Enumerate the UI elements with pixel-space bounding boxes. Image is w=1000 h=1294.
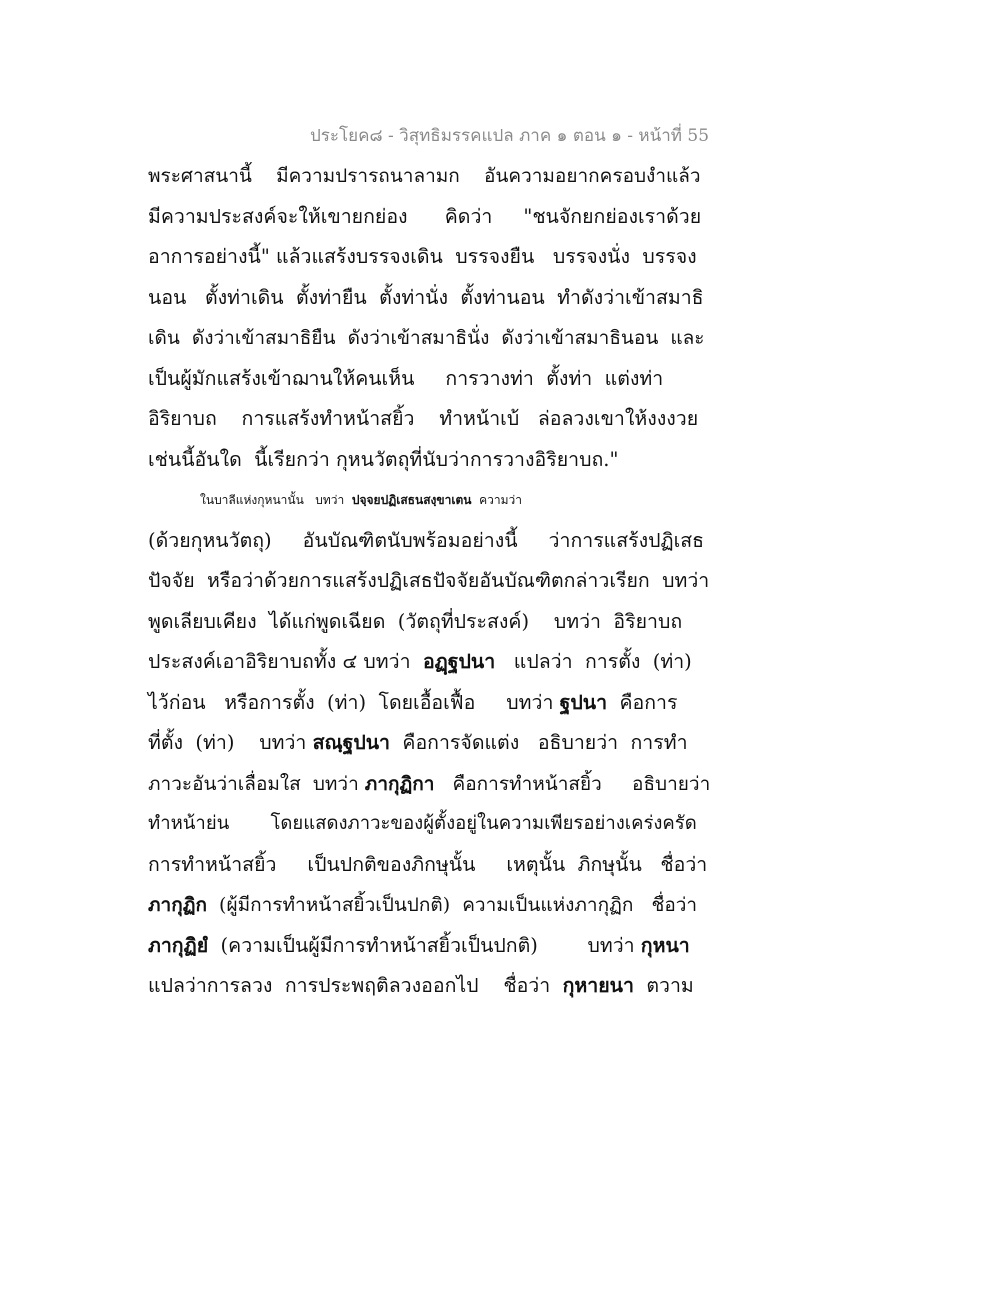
text-segment: (ด้วยกุหนวัตถุ) อันบัณฑิตนับพร้อมอย่างนี้ ว่าการแสร้งปฏิเสธ <box>148 528 705 552</box>
text-segment: ที่ตั้ง (ท่า) บทว่า <box>148 731 313 754</box>
text-line <box>148 845 708 886</box>
text-line <box>148 480 708 521</box>
text-segment: ในบาลีแห่งกุหนานั้น บทว่า <box>200 493 352 507</box>
text-segment: แปลว่าการลวง การประพฤติลวงออกไป ชื่อว่า <box>148 974 563 997</box>
text-line <box>148 399 708 440</box>
text-line <box>148 642 708 683</box>
text-line <box>148 885 708 926</box>
text-line <box>148 237 708 278</box>
text-line <box>148 278 708 319</box>
pali-term: ภากุฏิกา <box>364 772 435 795</box>
text-line <box>148 359 708 400</box>
pali-term: สณฺฐปนา <box>312 731 391 754</box>
text-segment: ความว่า <box>471 493 522 507</box>
text-segment: อิริยาบถ การแสร้งทำหน้าสยิ้ว ทำหน้าเบ้ ล่อลวงเขาให้งงงวย <box>148 407 699 430</box>
text-segment: ประสงค์เอาอิริยาบถทั้ง ๔ บทว่า <box>148 650 423 673</box>
text-line <box>148 602 708 643</box>
text-segment: ตวาม <box>633 974 694 997</box>
text-line <box>148 966 708 1007</box>
text-segment: คือการทำหน้าสยิ้ว อธิบายว่า <box>434 772 711 795</box>
text-segment: เช่นนี้อันใด นี้เรียกว่า กุหนวัตถุที่นับว่าการวางอิริยาบถ." <box>148 447 619 471</box>
pali-term: กุหนา <box>640 933 690 957</box>
text-segment: การทำหน้าสยิ้ว เป็นปกติของภิกษุนั้น เหตุนั้น ภิกษุนั้น ชื่อว่า <box>148 852 708 876</box>
pali-term: ปจฺจยปฏิเสธนสงฺขาเตน <box>351 493 472 507</box>
text-segment: นอน ตั้งท่าเดิน ตั้งท่ายืน ตั้งท่านั่ง ตั้งท่านอน ทำดังว่าเข้าสมาธิ <box>148 285 704 309</box>
text-line <box>148 764 711 805</box>
pali-term: ภากุฏิยํ <box>148 933 209 957</box>
text-line <box>148 156 708 197</box>
text-segment: คือการ <box>607 690 678 714</box>
text-line <box>148 440 708 481</box>
text-segment: พูดเลียบเคียง ได้แก่พูดเฉียด (วัตถุที่ประสงค์) บทว่า อิริยาบถ <box>148 609 683 633</box>
text-line <box>148 197 708 238</box>
pali-term: ภากุฏิก <box>148 894 207 916</box>
text-line <box>148 723 708 764</box>
text-line <box>148 521 708 562</box>
text-segment: ปัจจัย หรือว่าด้วยการแสร้งปฏิเสธปัจจัยอันบัณฑิตกล่าวเรียก บทว่า <box>148 569 710 592</box>
text-segment: (ผู้มีการทำหน้าสยิ้วเป็นปกติ) ความเป็นแห่งภากุฏิก ชื่อว่า <box>206 894 698 916</box>
text-segment: ภาวะอันว่าเลื่อมใส บทว่า <box>148 772 365 795</box>
text-segment: คือการจัดแต่ง อธิบายว่า การทำ <box>390 731 688 754</box>
text-segment: ทำหน้าย่น โดยแสดงภาวะของผู้ตั้งอยู่ในความเพียรอย่างเคร่งครัด <box>148 813 697 834</box>
text-segment: เดิน ดังว่าเข้าสมาธิยืน ดังว่าเข้าสมาธินั่ง ดังว่าเข้าสมาธินอน และ <box>148 327 705 349</box>
body-text <box>148 156 711 1007</box>
text-segment: มีความประสงค์จะให้เขายกย่อง คิดว่า "ชนจักยกย่องเราด้วย <box>148 204 702 228</box>
text-segment: พระศาสนานี้ มีความปรารถนาลามก อันความอยากครอบงำแล้ว <box>148 165 701 187</box>
pali-term: อฏฺฐปนา <box>422 650 496 673</box>
pali-term: กุหายนา <box>562 974 634 997</box>
text-line <box>148 318 708 359</box>
text-line <box>148 683 708 724</box>
text-line <box>148 804 708 845</box>
pali-term: ฐปนา <box>559 690 608 714</box>
text-segment: อาการอย่างนี้" แล้วแสร้งบรรจงเดิน บรรจงยืน บรรจงนั่ง บรรจง <box>148 245 697 268</box>
text-segment: (ความเป็นผู้มีการทำหน้าสยิ้วเป็นปกติ) บทว่า <box>208 933 641 957</box>
text-segment: ไว้ก่อน หรือการตั้ง (ท่า) โดยเอื้อเฟื้อ บทว่า <box>148 690 560 714</box>
text-segment: เป็นผู้มักแสร้งเข้าฌานให้คนเห็น การวางท่า ตั้งท่า แต่งท่า <box>148 366 664 390</box>
text-segment: แปลว่า การตั้ง (ท่า) <box>495 650 692 673</box>
text-line <box>148 561 708 602</box>
page-header: ประโยค๘ - วิสุทธิมรรคแปล ภาค ๑ ตอน ๑ - หน้าที่ 55 <box>310 126 710 146</box>
text-line <box>148 926 708 967</box>
